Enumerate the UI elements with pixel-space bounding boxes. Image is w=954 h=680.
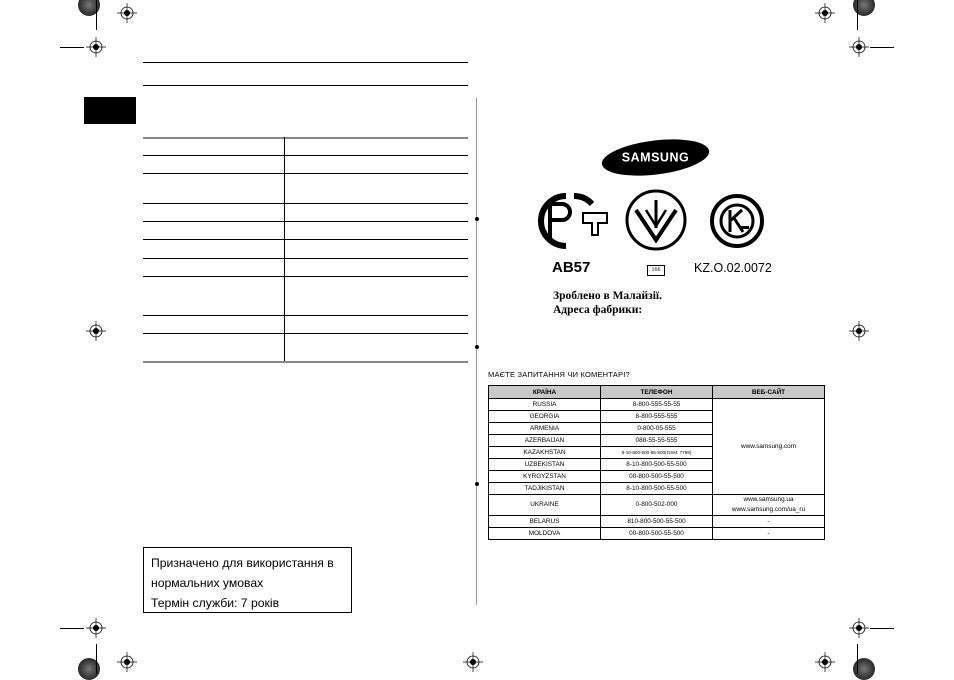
ua-cert-code [647, 265, 665, 276]
country-cell: GEORGIA [489, 411, 601, 423]
samsung-logo [600, 137, 711, 178]
spec-table-top [143, 137, 468, 139]
notice-line: нормальних умовах [151, 576, 264, 590]
factory-address-label: Адреса фабрики: [553, 304, 643, 316]
phone-cell: 088-55-55-555 [601, 435, 713, 447]
website-cell [713, 495, 825, 516]
column-header: КРАЇНА [489, 386, 601, 399]
table-header-row [489, 386, 825, 399]
country-cell: KAZAKHSTAN [489, 447, 601, 459]
usage-notice-box [143, 547, 352, 613]
website-line: www.samsung.ua [743, 496, 794, 503]
contacts-table [488, 385, 825, 540]
column-header: ТЕЛЕФОН [601, 386, 713, 399]
fold-bullet [475, 482, 479, 486]
spec-row-line [143, 333, 468, 334]
spec-row-line [143, 315, 468, 316]
country-cell: TADJIKISTAN [489, 483, 601, 495]
country-cell: BELARUS [489, 516, 601, 528]
country-cell: RUSSIA [489, 399, 601, 411]
language-tab [84, 97, 136, 124]
country-cell: UKRAINE [489, 495, 601, 516]
registration-mark-icon [849, 37, 869, 57]
registration-mark-icon [849, 618, 869, 638]
samsung-wordmark: SAMSUNG [621, 150, 690, 165]
column-header: ВЕБ-САЙТ [713, 386, 825, 399]
phone-cell: 0-800-05-555 [601, 423, 713, 435]
notice-line: Термін служби: 7 років [151, 596, 280, 610]
website-line: www.samsung.com/ua_ru [731, 506, 806, 513]
gost-rst-mark-icon [536, 190, 612, 252]
spec-row-line [143, 173, 468, 174]
registration-mark-icon [815, 652, 835, 672]
spec-row-line [143, 221, 468, 222]
registration-mark-icon [463, 652, 483, 672]
kazakhstan-conformity-mark-icon [708, 192, 766, 250]
header-rule [143, 85, 468, 86]
country-cell: ARMENIA [489, 423, 601, 435]
spec-table-bottom [143, 361, 468, 363]
website-cell: - [713, 528, 825, 540]
website-cell: - [713, 516, 825, 528]
phone-cell: 8-800-555-55-55 [601, 399, 713, 411]
registration-mark-icon [86, 618, 106, 638]
phone-cell: 8-10-800-500-55-500(GSM: 7799) [601, 447, 713, 459]
country-cell: UZBEKISTAN [489, 459, 601, 471]
crop-line [870, 628, 894, 629]
country-cell: KYRGYZSTAN [489, 471, 601, 483]
website-cell: www.samsung.com [713, 399, 825, 495]
table-row [489, 528, 825, 540]
notice-line: Призначено для використання в [151, 556, 334, 570]
phone-cell: 00-800-500-55-500 [601, 471, 713, 483]
fold-bullet [475, 217, 479, 221]
spec-row-line [143, 155, 468, 156]
phone-cell: 8-10-800-500-55-500 [601, 459, 713, 471]
crop-line [60, 47, 84, 48]
header-rule [143, 62, 468, 63]
spec-row-line [143, 276, 468, 277]
table-row [489, 399, 825, 411]
spec-column-divider [284, 137, 285, 361]
kz-cert-code: KZ.O.02.0072 [694, 261, 772, 275]
country-cell: MOLDOVA [489, 528, 601, 540]
registration-mark-icon [117, 3, 137, 23]
spec-row-line [143, 203, 468, 204]
gost-cert-code: AB57 [552, 259, 591, 276]
made-in-text: Зроблено в Малайзії. [553, 290, 662, 302]
registration-mark-icon [815, 3, 835, 23]
crop-line [857, 0, 858, 30]
country-cell: AZERBAIJAN [489, 435, 601, 447]
ua-cert-code-text: 166 [651, 267, 661, 273]
spec-row-line [143, 258, 468, 259]
crop-line [857, 644, 858, 674]
fold-line [476, 98, 477, 605]
fold-bullet [475, 345, 479, 349]
crop-line [96, 644, 97, 674]
contacts-title: МАЄТЕ ЗАПИТАННЯ ЧИ КОМЕНТАРІ? [488, 370, 630, 379]
ukraine-conformity-mark-icon [624, 188, 688, 252]
phone-cell: 8-10-800-500-55-500 [601, 483, 713, 495]
registration-mark-icon [117, 652, 137, 672]
registration-mark-icon [86, 321, 106, 341]
table-row [489, 495, 825, 516]
phone-cell: 0-800-502-000 [601, 495, 713, 516]
phone-cell: 8-800-555-555 [601, 411, 713, 423]
registration-mark-icon [86, 37, 106, 57]
registration-mark-icon [849, 321, 869, 341]
spec-row-line [143, 239, 468, 240]
crop-line [60, 628, 84, 629]
crop-line [870, 47, 894, 48]
table-row [489, 516, 825, 528]
phone-cell: 00-800-500-55-500 [601, 528, 713, 540]
phone-cell: 810-800-500-55-500 [601, 516, 713, 528]
crop-line [96, 0, 97, 30]
